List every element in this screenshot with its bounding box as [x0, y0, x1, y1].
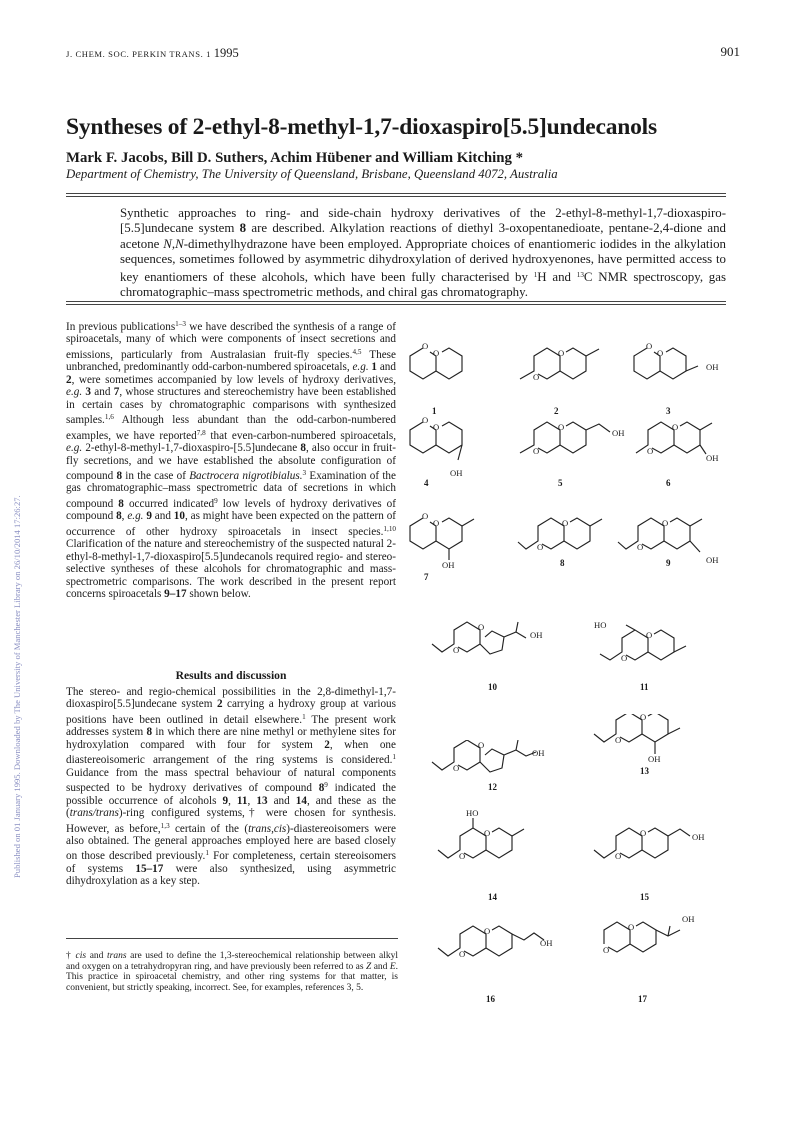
oxygen-atom: O — [562, 518, 569, 528]
reference: 1 — [392, 753, 396, 762]
superscript: 13 — [576, 270, 584, 279]
compound-label: 9 — [666, 558, 671, 568]
compound-label: 10 — [488, 682, 497, 692]
reference: 1,6 — [104, 413, 114, 422]
compound-ref: 2 — [66, 373, 72, 386]
abstract-text: are described. Alkylation reactions of diethyl 3-oxopentanedioate, pentane-2,4-dione and acetone — [120, 221, 726, 251]
oxygen-atom: O — [537, 542, 544, 552]
oxygen-atom: O — [628, 922, 635, 932]
author-list: Mark F. Jacobs, Bill D. Suthers, Achim Hübener and William Kitching * — [66, 150, 523, 166]
article-title: Syntheses of 2-ethyl-8-methyl-1,7-dioxaspiro[5.5]undecanols — [66, 114, 657, 140]
compound-ref: 2 — [216, 698, 223, 711]
oxygen-atom: O — [647, 446, 654, 456]
hydroxyl-group: HO — [466, 808, 479, 818]
body-text: , as might have been expected on the pattern of occurrence of other hydroxy spiroacetals in insect species. — [66, 510, 397, 538]
structure-4 — [398, 408, 518, 518]
structure-16-drawing — [436, 918, 556, 1028]
oxygen-atom: O — [453, 645, 460, 655]
structure-7-drawing — [398, 504, 518, 614]
structure-14 — [436, 808, 556, 918]
body-text: we have described the synthesis of a range of spiroacetals, many of which were components of insect secretions and emissions, particularly from Australasian fruit-fly species. — [66, 321, 396, 361]
body-text: For completeness, certain stereoisomers of systems — [66, 850, 396, 875]
structure-17-drawing — [592, 918, 712, 1028]
body-italic: trans/trans — [69, 807, 119, 820]
body-text: 2-ethyl-8-methyl-1,7-dioxaspiro-[5.5]undecane — [82, 442, 301, 455]
compound-ref: 13 — [256, 794, 268, 807]
body-text: occurred indicated — [123, 497, 215, 510]
compound-label: 6 — [666, 478, 671, 488]
compound-ref: 8 — [300, 442, 306, 455]
compound-label: 11 — [640, 682, 649, 692]
body-text: shown below. — [186, 588, 251, 601]
oxygen-atom: O — [662, 518, 669, 528]
oxygen-atom: O — [422, 415, 429, 425]
oxygen-atom: O — [637, 542, 644, 552]
compound-ref: 11 — [236, 794, 248, 807]
abstract-text: -dimethylhydrazone have been employed. Appropriate choices of enantiomeric iodides in the alkylation sequences, sometimes followed by asymmetric dihydroxylation of derived hydroxyenones, have permitted access to key enantiomers of these alcohols, which have been fully characterised by — [120, 236, 726, 284]
oxygen-atom: O — [433, 422, 440, 432]
oxygen-atom: O — [640, 828, 647, 838]
compound-ref: 14 — [295, 794, 307, 807]
compound-ref: 9–17 — [164, 588, 187, 601]
reference: 3 — [302, 468, 307, 477]
oxygen-atom: O — [459, 851, 466, 861]
body-text: )-ring configured systems,† were chosen for synthesis. However, as before, — [66, 807, 396, 835]
compound-label: 2 — [554, 406, 559, 416]
reference: 4,5 — [352, 347, 362, 356]
structure-4-drawing — [398, 408, 518, 518]
footnote — [66, 951, 398, 993]
reference: 1 — [302, 712, 306, 721]
footnote-italic: trans — [107, 951, 127, 961]
body-text: In previous publications — [66, 321, 176, 333]
hydroxyl-group: OH — [706, 555, 719, 565]
hydroxyl-group: OH — [530, 630, 543, 640]
hydroxyl-group: OH — [682, 914, 695, 924]
affiliation: Department of Chemistry, The University of Queensland, Brisbane, Queensland 4072, Australia — [66, 167, 558, 181]
page-number: 901 — [720, 44, 740, 59]
abstract-text: Synthetic approaches to ring- and side-chain hydroxy derivatives of the 2-ethyl-8-methyl-1,7-dioxaspiro-[5.5]undecane system — [120, 206, 726, 236]
structure-10 — [430, 620, 550, 730]
compound-ref: 8 — [239, 221, 247, 236]
body-italic: trans,cis — [248, 822, 287, 835]
oxygen-atom: O — [484, 926, 491, 936]
body-text: in which there are nine methyl or methylene sites for hydroxylation compared with four for system — [66, 726, 396, 751]
hydroxyl-group: OH — [442, 560, 455, 570]
oxygen-atom: O — [433, 518, 440, 528]
body-text: and — [377, 361, 396, 374]
oxygen-atom: O — [484, 828, 491, 838]
footnote-text: † — [66, 951, 76, 961]
body-text: Clarification of the nature and stereochemistry of the suspected natural 2-ethyl-8-methyl-1,7-dioxaspiro[5.5]undecanols required regio- and stereo-selective syntheses of these alcohols for chromatographic and mass-spectrometric comparisons. The work described in the present report concerns spiroacetals — [66, 538, 396, 601]
footnote-text: are used to define the 1,3-stereochemical relationship between alkyl and oxygen on a tetrahydropyran ring, and have previously been referred to as — [66, 951, 399, 972]
oxygen-atom: O — [646, 630, 653, 640]
compound-label: 15 — [640, 892, 649, 902]
compound-ref: 8 — [146, 726, 153, 739]
reference: 1 — [205, 849, 209, 858]
download-watermark — [0, 0, 24, 1128]
body-text: , whose structures and stereochemistry have been established in certain cases by chromatographic comparisons with synthesized samples. — [66, 386, 397, 427]
reference: 9 — [324, 781, 328, 790]
section-heading: Results and discussion — [175, 669, 287, 682]
abstract — [120, 206, 726, 300]
oxygen-atom: O — [433, 348, 440, 358]
structure-15 — [592, 808, 712, 918]
body-text: low levels of hydroxy derivatives of compound — [66, 497, 396, 523]
body-text: indicated the possible occurrence of alcohols — [66, 782, 396, 807]
body-text: , when one diastereoisomeric arrangement of the ring systems is considered. — [66, 738, 396, 767]
hydroxyl-group: OH — [648, 754, 661, 764]
oxygen-atom: O — [478, 740, 485, 750]
results-paragraph — [66, 686, 396, 888]
oxygen-atom: O — [615, 735, 622, 745]
body-text: and — [267, 794, 296, 807]
footnote-text: . This practice in spiroacetal chemistry, and other ring systems for that matter, is convenient, but strictly speaking, incorrect. See, for examples, references 3, 5. — [66, 961, 399, 993]
species-name: Bactrocera nigrotibialus. — [189, 469, 303, 482]
body-italic: e.g. — [127, 510, 144, 523]
oxygen-atom: O — [646, 341, 653, 351]
compound-label: 13 — [640, 766, 649, 776]
abstract-text: C NMR spectroscopy, gas chromatographic–mass spectrometric methods, and chiral gas chromatography. — [120, 269, 726, 300]
reference: 1,10 — [383, 524, 396, 533]
body-text: were also synthesized, using asymmetric dihydroxylation as a key step. — [66, 862, 397, 888]
footnote-rule — [66, 938, 398, 939]
oxygen-atom: O — [558, 348, 565, 358]
compound-label: 5 — [558, 478, 563, 488]
body-text: that even-carbon-numbered spiroacetals, — [205, 429, 396, 442]
structure-16 — [436, 918, 556, 1028]
body-text: The stereo- and regio-chemical possibilities in the 2,8-dimethyl-1,7-dioxaspiro[5.5]undecane system — [66, 686, 396, 711]
journal-year: 1995 — [213, 46, 239, 60]
hydroxyl-group: OH — [540, 938, 553, 948]
reference: 9 — [214, 496, 218, 505]
oxygen-atom: O — [422, 341, 429, 351]
reference: 7,8 — [196, 428, 206, 437]
intro-paragraph — [66, 318, 396, 601]
oxygen-atom: O — [478, 622, 485, 632]
body-italic: e.g. — [66, 442, 83, 455]
structure-15-drawing — [592, 808, 712, 918]
body-text: , and these as the ( — [66, 794, 397, 820]
oxygen-atom: O — [422, 511, 429, 521]
compound-label: 12 — [488, 782, 497, 792]
compound-ref: 10 — [173, 510, 185, 523]
compound-label: 4 — [424, 478, 429, 488]
oxygen-atom: O — [640, 712, 647, 722]
compound-ref: 2 — [324, 738, 330, 751]
body-text: These unbranched, predominantly odd-carbon-numbered spiroacetals, — [66, 348, 397, 374]
oxygen-atom: O — [533, 446, 540, 456]
hydroxyl-group: OH — [706, 362, 719, 372]
body-text: in the case of — [122, 469, 190, 482]
compound-ref: 15–17 — [135, 862, 164, 875]
compound-ref: 8 — [116, 469, 123, 482]
body-text: , — [228, 794, 237, 807]
oxygen-atom: O — [459, 949, 466, 959]
footnote-italic: Z — [366, 961, 372, 972]
oxygen-atom: O — [453, 763, 460, 773]
oxygen-atom: O — [533, 372, 540, 382]
structure-9 — [614, 504, 734, 614]
body-text: , — [121, 510, 128, 523]
oxygen-atom: O — [657, 348, 664, 358]
compound-ref: 9 — [143, 510, 152, 523]
compound-ref: 8 — [318, 782, 325, 795]
rule — [66, 304, 726, 305]
body-text: carrying a hydroxy group at various positions have been outlined in detail elsewhere. — [66, 698, 397, 726]
oxygen-atom: O — [672, 422, 679, 432]
body-text: , also occur in fruit-fly secretions, and we have established the absolute configuration of compound — [66, 442, 396, 482]
structure-5-drawing — [516, 408, 636, 518]
reference: 1–3 — [175, 320, 186, 328]
body-text: and — [91, 386, 114, 399]
compound-ref: 8 — [118, 497, 124, 510]
oxygen-atom: O — [603, 945, 610, 955]
body-text: certain of the ( — [169, 822, 249, 835]
structure-17 — [592, 914, 712, 1028]
compound-label: 14 — [488, 892, 497, 902]
abstract-italic: N,N — [163, 236, 184, 251]
footnote-italic: E — [389, 961, 396, 972]
abstract-text: H and — [537, 269, 577, 284]
footnote-italic: cis — [75, 951, 87, 961]
hydroxyl-group: HO — [594, 620, 607, 630]
body-text: , were sometimes accompanied by low levels of hydroxy derivatives, — [71, 373, 396, 386]
compound-label: 7 — [424, 572, 429, 582]
oxygen-atom: O — [615, 851, 622, 861]
body-text: The present work addresses system — [66, 713, 396, 739]
hydroxyl-group: OH — [692, 832, 705, 842]
body-text: , — [247, 794, 257, 807]
rule — [66, 301, 726, 302]
structure-6-drawing — [632, 408, 752, 518]
reference: 1,3 — [160, 821, 170, 830]
compound-label: 16 — [486, 994, 495, 1004]
oxygen-atom: O — [558, 422, 565, 432]
hydroxyl-group: OH — [612, 428, 625, 438]
compound-label: 17 — [638, 994, 647, 1004]
footnote-text: and — [371, 961, 390, 972]
body-text: Guidance from the mass spectral behaviour of natural components suspected to be hydroxy derivatives of compound — [66, 766, 396, 795]
compound-label: 3 — [666, 406, 671, 416]
hydroxyl-group: OH — [532, 748, 545, 758]
rule — [66, 193, 726, 194]
body-text: Although less abundant than the odd-carbon-numbered examples, we have reported — [66, 414, 396, 442]
compound-ref: 7 — [113, 386, 120, 399]
body-text: Examination of the gas chromatographic–mass spectrometric data of secretions in which compound — [66, 469, 396, 510]
compound-ref: 1 — [368, 361, 378, 374]
structure-7 — [398, 504, 518, 614]
body-text: )-diastereoisomers were also obtained. The general approaches employed here are based closely on those described previously. — [66, 822, 396, 863]
rule — [66, 196, 726, 197]
running-head — [66, 44, 740, 60]
structure-6 — [632, 408, 752, 518]
hydroxyl-group: OH — [706, 453, 719, 463]
compound-label: 1 — [432, 406, 437, 416]
compound-ref: 9 — [222, 794, 229, 807]
structure-5 — [516, 408, 636, 518]
hydroxyl-group: OH — [450, 468, 463, 478]
compound-ref: 3 — [82, 386, 92, 399]
watermark-text: Published on 01 January 1995. Downloaded by The University of Manchester Library on 26/10/2014 17:26:27. — [12, 495, 22, 878]
footnote-text: and — [86, 951, 107, 961]
superscript: 1 — [533, 270, 538, 279]
body-italic: e.g. — [66, 386, 83, 399]
body-text: and — [151, 510, 174, 523]
journal-name — [66, 46, 239, 61]
body-italic: e.g. — [352, 361, 369, 374]
journal-title: J. CHEM. SOC. PERKIN TRANS. 1 — [66, 49, 211, 59]
compound-label: 8 — [560, 558, 565, 568]
oxygen-atom: O — [621, 653, 628, 663]
compound-ref: 8 — [116, 510, 122, 523]
